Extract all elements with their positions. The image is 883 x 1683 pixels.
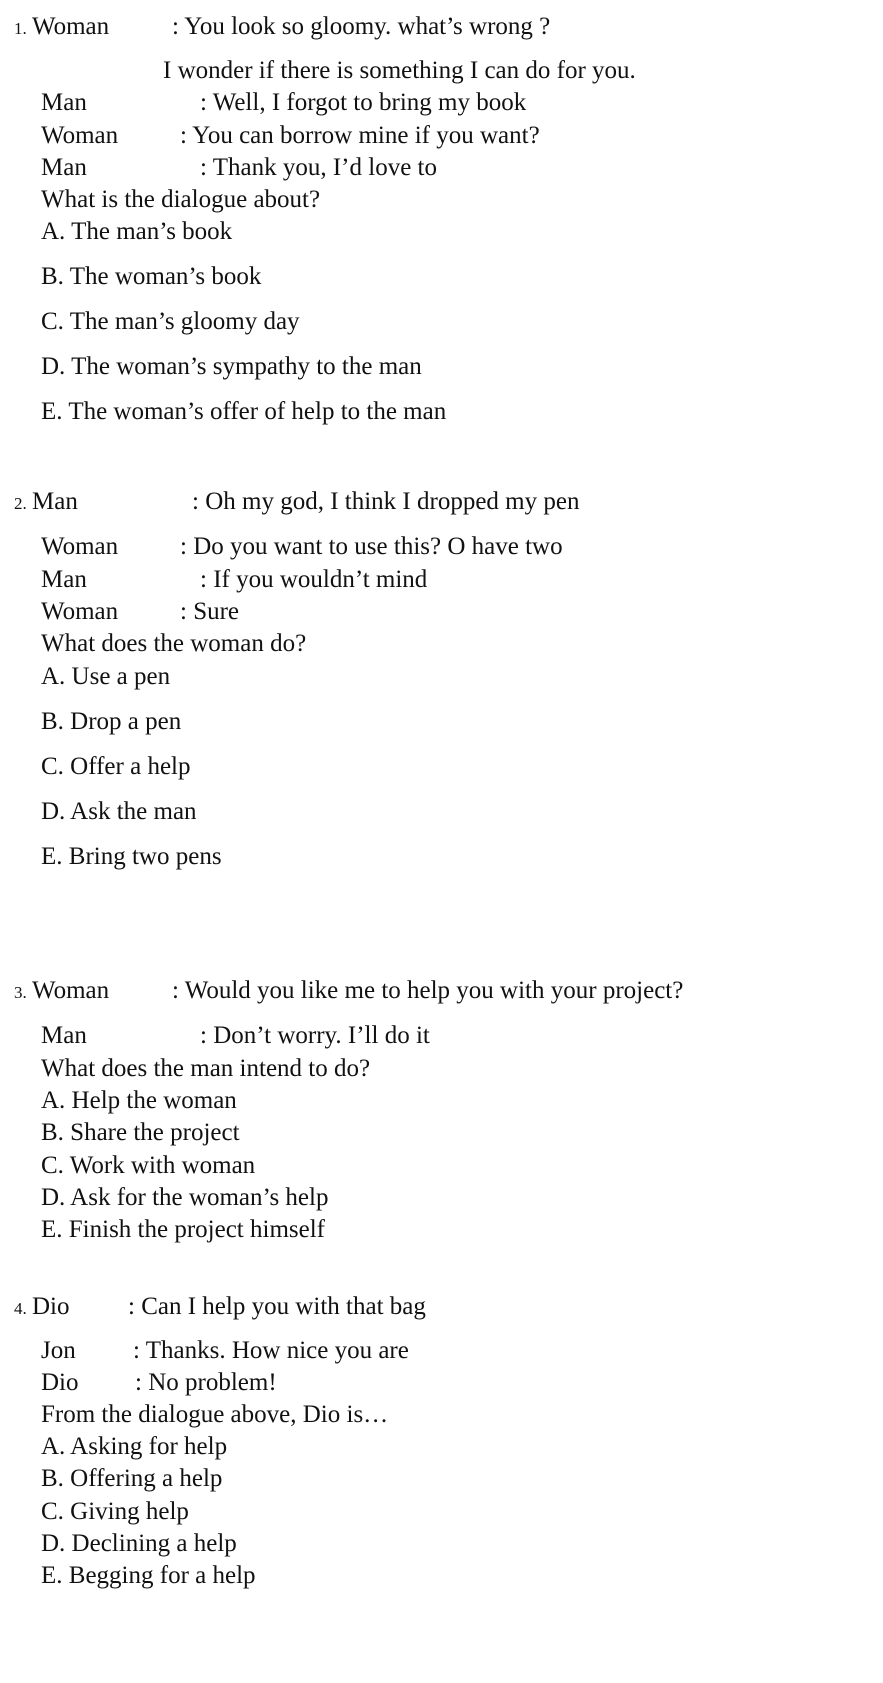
q1-option-b[interactable]: B. The woman’s book (41, 263, 262, 290)
q2-prompt: What does the woman do? (41, 630, 307, 657)
q2-speaker: Man (32, 488, 78, 515)
question-2-number: 2. (14, 494, 27, 513)
q4-option-a[interactable]: A. Asking for help (41, 1433, 228, 1460)
q1-line: : You can borrow mine if you want? (180, 122, 540, 149)
q2-option-d[interactable]: D. Ask the man (41, 798, 197, 825)
q4-prompt: From the dialogue above, Dio is… (41, 1401, 389, 1428)
q2-speaker: Woman (41, 598, 119, 625)
question-1-number: 1. (14, 19, 27, 38)
q1-line: : Well, I forgot to bring my book (200, 89, 527, 116)
q4-line: : Thanks. How nice you are (133, 1337, 409, 1364)
q1-line: : Thank you, I’d love to (200, 154, 437, 181)
q3-line: : Don’t worry. I’ll do it (200, 1022, 430, 1049)
q3-option-c[interactable]: C. Work with woman (41, 1152, 256, 1179)
q3-speaker: Woman (32, 977, 110, 1004)
q1-prompt: What is the dialogue about? (41, 186, 321, 213)
q2-line: : Do you want to use this? O have two (180, 533, 563, 560)
q4-option-c[interactable]: C. Giving help (41, 1498, 189, 1525)
q3-option-a[interactable]: A. Help the woman (41, 1087, 237, 1114)
question-4-number: 4. (14, 1299, 27, 1318)
q2-line: : Oh my god, I think I dropped my pen (192, 488, 580, 515)
q2-speaker: Woman (41, 533, 119, 560)
question-3-number: 3. (14, 983, 27, 1002)
q3-option-e[interactable]: E. Finish the project himself (41, 1216, 325, 1243)
q2-option-c[interactable]: C. Offer a help (41, 753, 191, 780)
q1-line: : You look so gloomy. what’s wrong ? (172, 13, 551, 40)
q4-line: : No problem! (135, 1369, 277, 1396)
q4-speaker: Dio (41, 1369, 79, 1396)
q4-option-e[interactable]: E. Begging for a help (41, 1562, 256, 1589)
q3-option-d[interactable]: D. Ask for the woman’s help (41, 1184, 329, 1211)
q2-speaker: Man (41, 566, 87, 593)
q4-speaker: Dio (32, 1293, 70, 1320)
q3-speaker: Man (41, 1022, 87, 1049)
q1-option-e[interactable]: E. The woman’s offer of help to the man (41, 398, 447, 425)
q1-speaker: Woman (32, 13, 110, 40)
q1-speaker: Man (41, 154, 87, 181)
q2-line: : Sure (180, 598, 240, 625)
q4-option-d[interactable]: D. Declining a help (41, 1530, 237, 1557)
q3-line: : Would you like me to help you with your project? (172, 977, 684, 1004)
q4-option-b[interactable]: B. Offering a help (41, 1465, 223, 1492)
q4-speaker: Jon (41, 1337, 76, 1364)
q1-speaker: Woman (41, 122, 119, 149)
q1-option-a[interactable]: A. The man’s book (41, 218, 233, 245)
q2-option-e[interactable]: E. Bring two pens (41, 843, 222, 870)
q3-option-b[interactable]: B. Share the project (41, 1119, 240, 1146)
q2-line: : If you wouldn’t mind (200, 566, 428, 593)
q1-speaker: Man (41, 89, 87, 116)
q1-line: I wonder if there is something I can do for you. (163, 57, 636, 84)
q1-option-c[interactable]: C. The man’s gloomy day (41, 308, 300, 335)
q1-option-d[interactable]: D. The woman’s sympathy to the man (41, 353, 422, 380)
q4-line: : Can I help you with that bag (128, 1293, 426, 1320)
q2-option-a[interactable]: A. Use a pen (41, 663, 171, 690)
q2-option-b[interactable]: B. Drop a pen (41, 708, 182, 735)
q3-prompt: What does the man intend to do? (41, 1055, 371, 1082)
